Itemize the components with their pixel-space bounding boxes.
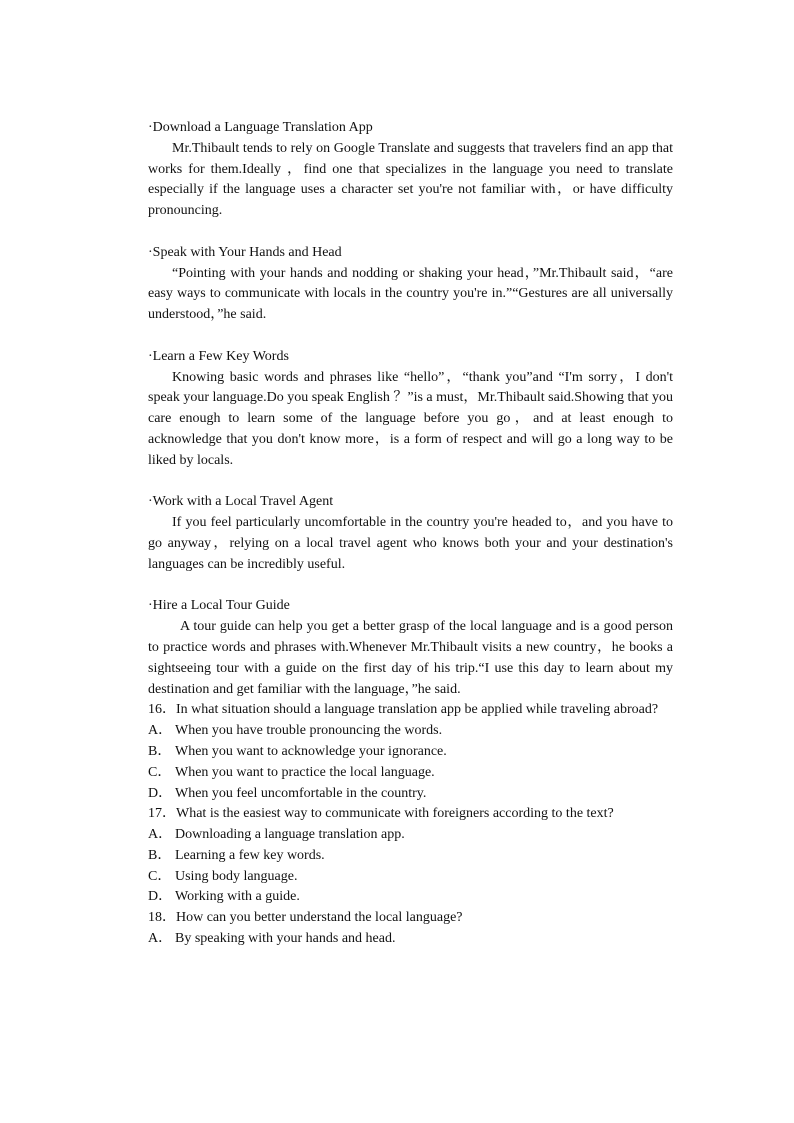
option-letter: D． <box>148 785 173 801</box>
option-letter: A． <box>148 827 173 843</box>
section-heading: ·Speak with Your Hands and Head <box>148 244 342 260</box>
option-letter: C． <box>148 764 172 780</box>
document-page <box>148 118 673 950</box>
option-text: Downloading a language translation app. <box>175 827 405 843</box>
question-stem: 16．In what situation should a language translation app be applied while traveling abroad? <box>148 702 659 718</box>
question-16 <box>148 700 673 804</box>
option-letter: D． <box>148 889 173 905</box>
section-key-words <box>148 347 673 472</box>
answer-option <box>148 742 673 763</box>
section-heading: ·Learn a Few Key Words <box>148 348 289 364</box>
answer-option <box>148 763 673 784</box>
section-heading: ·Hire a Local Tour Guide <box>148 598 290 614</box>
option-text: Working with a guide. <box>175 889 300 905</box>
answer-option <box>148 846 673 867</box>
section-heading: ·Work with a Local Travel Agent <box>148 494 334 510</box>
option-text: When you have trouble pronouncing the words. <box>175 723 443 739</box>
answer-option <box>148 929 673 950</box>
option-text: When you feel uncomfortable in the country. <box>175 785 427 801</box>
option-letter: C． <box>148 868 172 884</box>
section-tour-guide <box>148 596 673 700</box>
option-text: When you want to practice the local language. <box>175 764 435 780</box>
option-letter: A． <box>148 723 173 739</box>
option-text: When you want to acknowledge your ignorance. <box>175 743 447 759</box>
section-travel-agent <box>148 492 673 575</box>
answer-option <box>148 867 673 888</box>
option-letter: B． <box>148 743 172 759</box>
section-paragraph: A tour guide can help you get a better grasp of the local language and is a good person to practice words and phrases with.Whenever Mr.Thibault visits a new country，he books a sightseeing tour with a guide on the first day of his trip.“I use this day to learn about my destination and get familiar with the language，”he said. <box>148 619 673 697</box>
section-paragraph: Knowing basic words and phrases like “hello”，“thank you”and “I'm sorry，I don't speak your language.Do you speak English ？”is a must，Mr.Thibault said.Showing that you care enough to learn some of the language before you go，and at least enough to acknowledge that you don't know more，is a form of respect and will go a long way to be liked by locals. <box>148 369 673 468</box>
section-download-app <box>148 118 673 222</box>
answer-option <box>148 784 673 805</box>
section-paragraph: Mr.Thibault tends to rely on Google Translate and suggests that travelers find an app that works for them.Ideally ，find one that specializes in the language you need to translate especially if the language uses a character set you're not familiar with，or have difficulty pronouncing. <box>148 140 673 219</box>
answer-option <box>148 887 673 908</box>
answer-option <box>148 721 673 742</box>
option-text: Using body language. <box>175 868 298 884</box>
section-paragraph: If you feel particularly uncomfortable in the country you're headed to，and you have to go anyway，relying on a local travel agent who knows both your and your destination's languages can be incredibly useful. <box>148 515 673 572</box>
answer-option <box>148 825 673 846</box>
section-paragraph: “Pointing with your hands and nodding or shaking your head，”Mr.Thibault said，“are easy ways to communicate with locals in the country you're in.”“Gestures are all universally understood，”he said. <box>148 265 673 323</box>
option-letter: B． <box>148 847 172 863</box>
option-letter: A． <box>148 931 173 947</box>
section-speak-hands <box>148 243 673 326</box>
question-stem: 17．What is the easiest way to communicate with foreigners according to the text? <box>148 806 614 822</box>
question-18 <box>148 908 673 950</box>
question-stem: 18．How can you better understand the local language? <box>148 910 463 926</box>
question-17 <box>148 804 673 908</box>
option-text: Learning a few key words. <box>175 847 325 863</box>
section-heading: ·Download a Language Translation App <box>148 120 373 135</box>
option-text: By speaking with your hands and head. <box>175 931 396 947</box>
